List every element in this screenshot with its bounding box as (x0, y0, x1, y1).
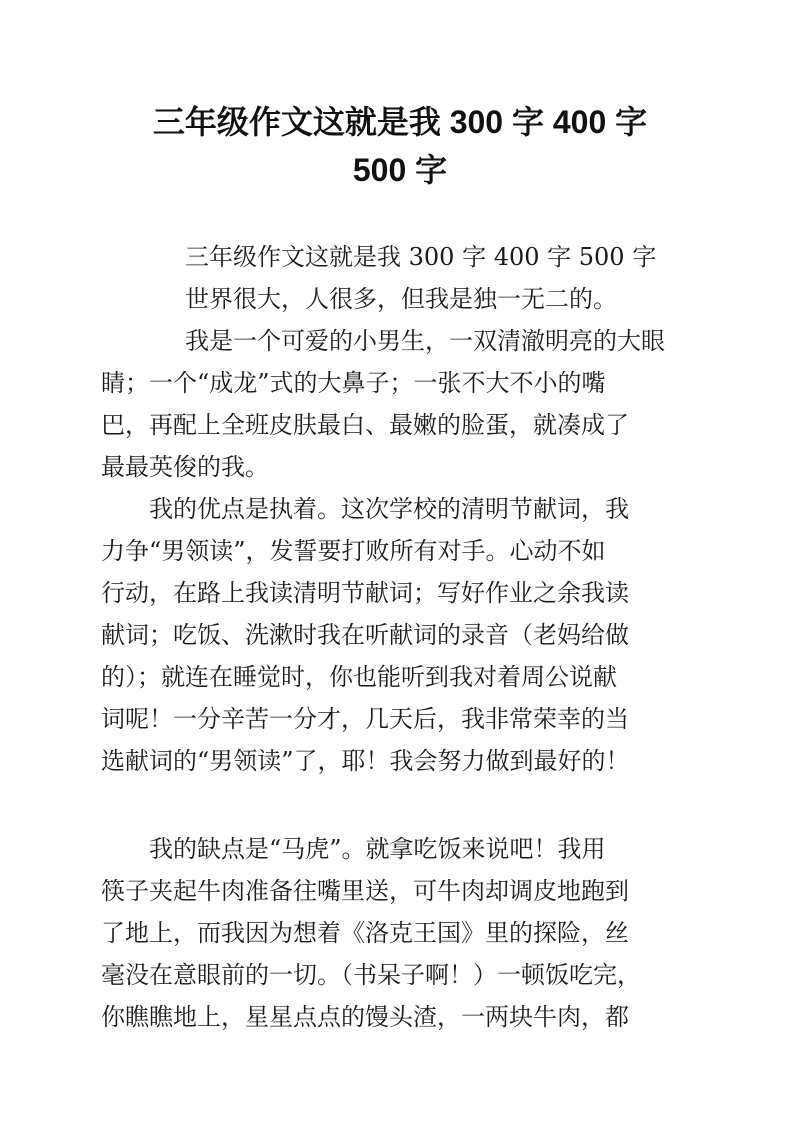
text-line: 筷子夹起牛肉准备往嘴里送，可牛肉却调皮地跑到 (101, 877, 629, 905)
paragraph-intro (137, 278, 665, 320)
text-line: 献词；吃饭、洗漱时我在听献词的录音（老妈给做 (101, 621, 629, 649)
document-body (101, 236, 665, 1038)
text-line: 我的优点是执着。这次学校的清明节献词，我 (149, 495, 629, 523)
paragraph-gap (137, 782, 665, 828)
text-line: 三年级作文这就是我 300 字 400 字 500 字 (185, 243, 657, 271)
text-line: 力争“男领读”，发誓要打败所有对手。心动不如 (101, 537, 606, 565)
paragraph-strength (101, 488, 665, 782)
paragraph-subtitle (137, 236, 665, 278)
title-line-2: 500 字 (352, 152, 448, 188)
text-line: 我的缺点是“马虎”。就拿吃饭来说吧！我用 (149, 835, 606, 863)
document-title (100, 98, 700, 194)
text-line: 行动，在路上我读清明节献词；写好作业之余我读 (101, 579, 629, 607)
text-line: 了地上，而我因为想着《洛克王国》里的探险，丝 (101, 919, 629, 947)
title-line-1: 三年级作文这就是我 300 字 400 字 (152, 104, 648, 140)
text-line: 我是一个可爱的小男生，一双清澈明亮的大眼 (185, 327, 665, 355)
text-line: 词呢！一分辛苦一分才，几天后，我非常荣幸的当 (101, 705, 629, 733)
text-line: 世界很大，人很多，但我是独一无二的。 (185, 285, 617, 313)
text-line: 毫没在意眼前的一切。（书呆子啊！）一顿饭吃完， (101, 961, 641, 989)
text-line: 最最英俊的我。 (101, 453, 269, 481)
text-line: 的）；就连在睡觉时，你也能听到我对着周公说献 (101, 663, 617, 691)
text-line: 你瞧瞧地上，星星点点的馒头渣，一两块牛肉，都 (101, 1003, 629, 1031)
text-line: 睛；一个“成龙”式的大鼻子；一张不大不小的嘴 (101, 369, 606, 397)
paragraph-appearance (101, 320, 665, 488)
text-line: 巴，再配上全班皮肤最白、最嫩的脸蛋，就凑成了 (101, 411, 629, 439)
paragraph-weakness (101, 828, 665, 1038)
text-line: 选献词的“男领读”了，耶！我会努力做到最好的！ (101, 747, 630, 775)
